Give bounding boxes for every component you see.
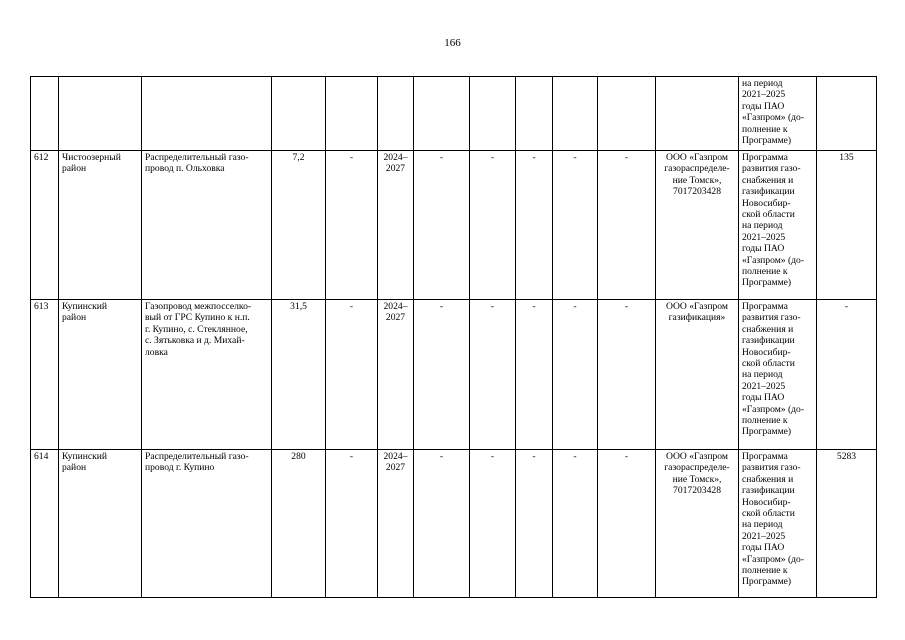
gas-pipeline-table (30, 76, 877, 598)
table-cell (516, 77, 553, 151)
table-cell: - (470, 450, 516, 598)
table-cell: - (326, 450, 378, 598)
table-row (31, 300, 877, 450)
table-cell: - (598, 300, 656, 450)
program-cell: Программа развития газо- снабжения и газификации Новосибир- ской области на период 2021–2025 годы ПАО «Газпром» (до- полнение к Программе) (739, 450, 817, 598)
table-cell: - (470, 151, 516, 300)
table-cell: - (598, 151, 656, 300)
table-cell: - (553, 450, 598, 598)
page-number: 166 (444, 37, 461, 49)
operator-cell: ООО «Газпром газораспределе- ние Томск», 7017203428 (656, 151, 739, 300)
length-cell: 7,2 (272, 151, 326, 300)
operator-cell: ООО «Газпром газификация» (656, 300, 739, 450)
table-cell (553, 77, 598, 151)
table-cell: - (326, 151, 378, 300)
value-cell: 135 (817, 151, 877, 300)
row-number-cell: 614 (31, 450, 59, 598)
table-cell (656, 77, 739, 151)
program-cell: Программа развития газо- снабжения и газификации Новосибир- ской области на период 2021–2025 годы ПАО «Газпром» (до- полнение к Программе) (739, 300, 817, 450)
table-cell (817, 77, 877, 151)
row-number-cell: 612 (31, 151, 59, 300)
table-cell (272, 77, 326, 151)
value-cell: - (817, 300, 877, 450)
operator-cell: ООО «Газпром газораспределе- ние Томск», 7017203428 (656, 450, 739, 598)
object-cell: Распределительный газо- провод г. Купино (142, 450, 272, 598)
period-cell: 2024– 2027 (378, 151, 414, 300)
object-cell: Газопровод межпосселко- вый от ГРС Купино к н.п. г. Купино, с. Стеклянное, с. Зятьковка и д. Михай- ловка (142, 300, 272, 450)
table-cell: - (553, 151, 598, 300)
district-cell: Чистоозерный район (59, 151, 142, 300)
table-cell: - (553, 300, 598, 450)
period-cell: 2024– 2027 (378, 300, 414, 450)
district-cell: Купинский район (59, 300, 142, 450)
table-row (31, 151, 877, 300)
table-cell (598, 77, 656, 151)
table-cell: - (414, 300, 470, 450)
row-number-cell: 613 (31, 300, 59, 450)
district-cell: Купинский район (59, 450, 142, 598)
table-cell: - (516, 450, 553, 598)
table-cell: - (414, 450, 470, 598)
table-row (31, 450, 877, 598)
table-cell: - (516, 300, 553, 450)
length-cell: 31,5 (272, 300, 326, 450)
table-cell (414, 77, 470, 151)
value-cell: 5283 (817, 450, 877, 598)
table-cell: - (414, 151, 470, 300)
table-cell (378, 77, 414, 151)
table-cell: - (470, 300, 516, 450)
length-cell: 280 (272, 450, 326, 598)
table-cell: - (598, 450, 656, 598)
table-cell: - (326, 300, 378, 450)
program-cell: Программа развития газо- снабжения и газификации Новосибир- ской области на период 2021–2025 годы ПАО «Газпром» (до- полнение к Программе) (739, 151, 817, 300)
table-cell (31, 77, 59, 151)
table-cell (142, 77, 272, 151)
table-cell (470, 77, 516, 151)
continuation-row (31, 77, 877, 151)
period-cell: 2024– 2027 (378, 450, 414, 598)
object-cell: Распределительный газо- провод п. Ольховка (142, 151, 272, 300)
table-cell: - (516, 151, 553, 300)
table-cell (59, 77, 142, 151)
table-cell (326, 77, 378, 151)
program-cell: на период 2021–2025 годы ПАО «Газпром» (до- полнение к Программе) (739, 77, 817, 151)
